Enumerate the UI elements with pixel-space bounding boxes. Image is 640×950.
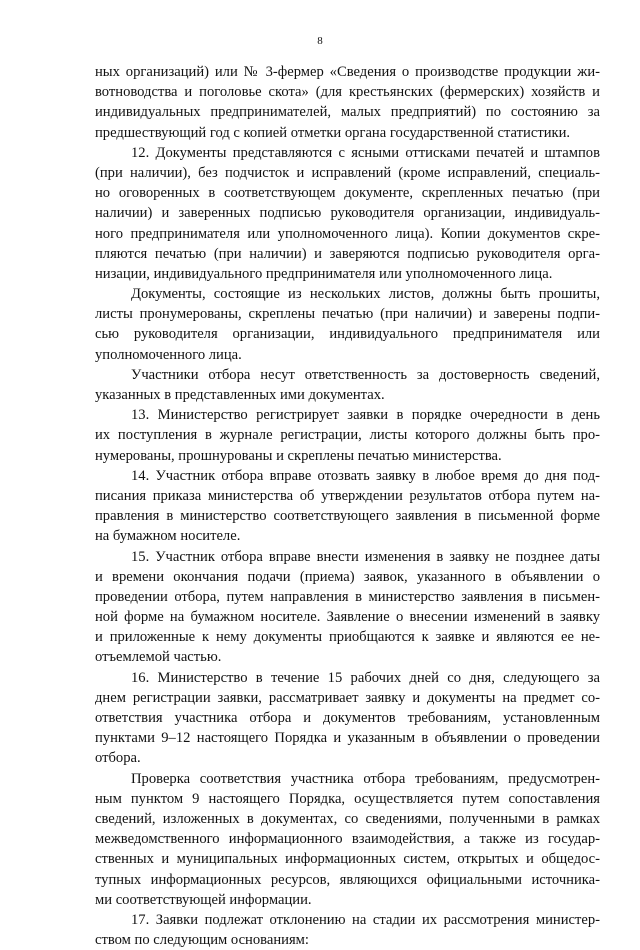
text-line: Проверка соответствия участника отбора требованиям, предусмотрен- xyxy=(131,770,600,787)
text-line: отбора. xyxy=(95,750,141,767)
text-line: низации, индивидуального предпринимателя или уполномоченного лица. xyxy=(95,265,553,282)
text-line: 12. Документы представляются с ясными оттисками печатей и штампов xyxy=(131,144,600,161)
text-line: ной форме на бумажном носителе. Заявление о внесении изменений в заявку xyxy=(95,609,600,626)
text-line: 13. Министерство регистрирует заявки в порядке очередности в день xyxy=(131,407,600,424)
text-line: указанных в представленных ими документах. xyxy=(95,387,385,403)
text-line: сведений, изложенных в документах, со сведениями, полученными в рамках xyxy=(95,810,600,827)
text-line: предшествующий год с копией отметки органа государственной статистики. xyxy=(95,124,571,141)
paragraph xyxy=(95,284,600,365)
text-line: днем регистрации заявки, рассматривает заявку и документы на предмет со- xyxy=(95,689,600,706)
text-line: 16. Министерство в течение 15 рабочих дней со дня, следующего за xyxy=(131,669,600,686)
text-line: тупных информационных ресурсов, являющихся официальными источника- xyxy=(95,871,600,888)
paragraph xyxy=(95,910,600,950)
text-line: индивидуальных предпринимателей, малых предприятий) по состоянию за xyxy=(95,104,600,121)
text-line: ным пунктом 9 настоящего Порядка, осуществляется путем сопоставления xyxy=(95,790,600,807)
page-number: 8 xyxy=(317,35,323,47)
text-line: пунктами 9–12 настоящего Порядка и указанным в объявлении о проведении xyxy=(95,730,600,747)
paragraph xyxy=(95,405,600,466)
text-line: но оговоренных в соответствующем документе, скрепленных печатью (при xyxy=(95,185,600,202)
paragraph xyxy=(95,62,600,143)
text-line: 14. Участник отбора вправе отозвать заявку в любое время до дня под- xyxy=(131,467,600,484)
paragraph xyxy=(95,769,600,910)
text-line: (при наличии), без подчисток и исправлений (кроме исправлений, специаль- xyxy=(95,164,600,181)
text-line: Документы, состоящие из нескольких листов, должны быть прошиты, xyxy=(131,286,600,303)
text-line: ответствия участника отбора и документов требованиям, установленным xyxy=(95,710,600,726)
text-line: сью руководителя организации, индивидуального предпринимателя или xyxy=(95,326,600,343)
paragraph xyxy=(95,668,600,769)
text-line: ми соответствующей информации. xyxy=(95,891,312,908)
text-line: отъемлемой частью. xyxy=(95,649,222,666)
text-line: межведомственного информационного взаимодействия, а также из государ- xyxy=(95,831,600,848)
text-line: 15. Участник отбора вправе внести изменения в заявку не позднее даты xyxy=(131,548,600,565)
document-body xyxy=(95,62,600,950)
text-line: и приложенные к нему документы приобщаются к заявке и являются ее не- xyxy=(95,629,600,646)
paragraph xyxy=(95,547,600,668)
text-line: их поступления в журнале регистрации, листы которого должны быть про- xyxy=(95,427,600,444)
text-line: уполномоченного лица. xyxy=(95,346,242,363)
text-line: ного предпринимателя или уполномоченного лица). Копии документов скре- xyxy=(95,225,600,242)
text-line: наличии) и заверенных подписью руководителя организации, индивидуаль- xyxy=(95,205,600,222)
text-line: ством по следующим основаниям: xyxy=(95,932,309,949)
text-line: ственных и муниципальных информационных систем, открытых и общедос- xyxy=(95,851,600,868)
paragraph xyxy=(95,365,600,405)
text-line: вотноводства и поголовье скота» (для крестьянских (фермерских) хозяйств и xyxy=(95,84,600,101)
text-line: на бумажном носителе. xyxy=(95,528,241,545)
paragraph xyxy=(95,466,600,547)
text-line: писания приказа министерства об утверждении результатов отбора путем на- xyxy=(95,487,600,504)
paragraph xyxy=(95,143,600,284)
text-line: и времени окончания подачи (приема) заявок, указанного в объявлении о xyxy=(95,568,600,585)
text-line: 17. Заявки подлежат отклонению на стадии их рассмотрения министер- xyxy=(131,911,600,928)
text-line: ных организаций) или № 3-фермер «Сведения о производстве продукции жи- xyxy=(95,64,600,80)
text-line: пляются печатью (при наличии) и заверяются подписью руководителя орга- xyxy=(95,245,600,262)
text-line: Участники отбора несут ответственность за достоверность сведений, xyxy=(131,366,600,383)
text-line: нумерованы, прошнурованы и скреплены печатью министерства. xyxy=(95,447,502,464)
text-line: правления в министерство соответствующего заявления в письменной форме xyxy=(95,508,600,525)
text-line: листы пронумерованы, скреплены печатью (при наличии) и заверены подпи- xyxy=(95,306,600,323)
text-line: проведении отбора, путем направления в министерство заявления в письмен- xyxy=(95,588,600,605)
